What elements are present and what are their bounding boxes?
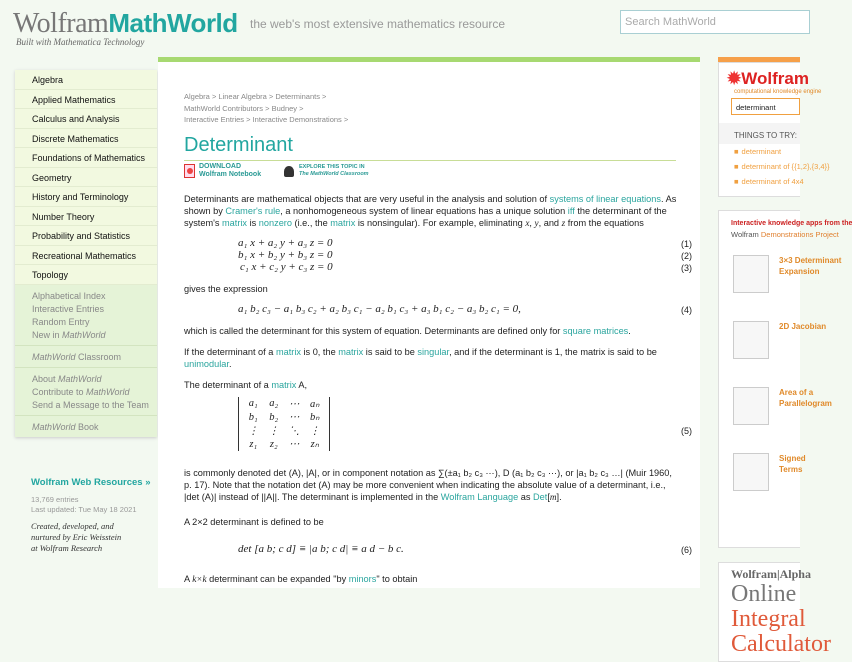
inline-link[interactable]: Det [533,492,548,502]
bullet-icon: ■ [734,147,739,156]
try-item[interactable] [719,174,804,189]
matrix-cell: ⋱ [289,425,300,437]
ad-line: Calculator [731,631,831,657]
text: is said to be [363,347,418,357]
label: Wolfram Notebook [199,171,262,178]
top-accent-bar [158,57,700,62]
paragraph [184,467,678,503]
label-italic: MathWorld [32,351,76,362]
text: " to obtain [376,574,418,584]
label: EXPLORE THIS TOPIC IN [299,164,365,170]
equation-3: c₁ x + c₂ y + c₃ z = 0 [240,261,333,273]
breadcrumb-link[interactable]: Budney [271,103,298,113]
breadcrumb-link[interactable]: Interactive Demonstrations [252,115,342,124]
things-to-try-heading: THINGS TO TRY: [719,123,800,144]
equation-number: (3) [681,263,692,273]
sidebar-item-number-theory[interactable]: Number Theory [15,207,157,227]
text: is nonsingular). For example, eliminating [355,218,526,228]
try-item[interactable] [719,159,830,174]
matrix-cell: b₁ [248,411,258,423]
breadcrumb-link[interactable]: Determinants [275,92,320,101]
matrix-cell: aₙ [310,398,320,410]
text: as [518,492,534,502]
graduation-cap-icon [284,166,294,177]
wolfram-alpha-logo[interactable]: ✹Wolfram [727,69,809,88]
breadcrumb-link[interactable]: Linear Algebra [218,92,267,101]
text: . [628,326,631,336]
entry-count: 13,769 entries [31,495,79,504]
send-message-link[interactable]: Send a Message to the Team [32,399,149,410]
inline-link[interactable]: singular [417,347,450,357]
bullet-icon: ■ [734,162,739,171]
matrix-cell: bₙ [310,412,320,424]
matrix-cell: ⋯ [289,439,300,451]
text: which is called the determinant for this system of equation. Determinants are defined only for [184,326,563,336]
demo-thumbnail[interactable] [733,321,769,359]
tagline: the web's most extensive mathematics resource [250,17,506,31]
mathworld-logo[interactable] [13,8,238,40]
demo-title [779,453,806,491]
text: . [228,359,232,369]
label: DOWNLOAD [199,163,241,170]
matrix-cell: ⋮ [309,425,320,437]
demo-thumbnail[interactable] [733,255,769,293]
paragraph [184,283,678,295]
math-symbol: z [561,218,566,228]
breadcrumb-row: Interactive Entries > Interactive Demonstrations > [184,115,349,124]
random-entry-link[interactable]: Random Entry [32,316,90,327]
site-stats [31,495,137,515]
label-italic: MathWorld [62,329,106,340]
title-divider [184,160,676,161]
label-italic: MathWorld [86,386,130,397]
label: Area of a [779,388,814,397]
demo-title [779,387,832,425]
page-title: Determinant [184,134,293,156]
sidebar-item-probability-and-statistics[interactable]: Probability and Statistics [15,226,157,246]
sidebar-item-geometry[interactable]: Geometry [15,168,157,188]
wolfram-web-resources-link[interactable]: Wolfram Web Resources » [31,477,151,488]
matrix-cell: ⋮ [268,425,279,437]
label: Demonstrations Project [760,230,839,239]
credit [31,521,121,554]
breadcrumb-link[interactable]: Interactive Entries [184,115,245,124]
demonstrations-label[interactable] [731,230,839,239]
matrix-row [243,411,325,425]
label: The MathWorld Classroom [299,171,369,177]
credit-line: at Wolfram Research [31,543,103,553]
paragraph [184,379,678,391]
demo-thumbnail[interactable] [733,387,769,425]
alphabetical-index-link[interactable]: Alphabetical Index [32,290,106,301]
breadcrumb-link[interactable]: Algebra [184,92,210,101]
search-input[interactable]: Search MathWorld [620,10,810,34]
math-symbol: x [525,218,530,228]
label: Terms [779,465,803,474]
sidebar [15,70,157,437]
matrix-determinant [238,397,330,451]
inline-link[interactable]: minors [348,574,377,584]
inline-link[interactable]: nonzero [258,218,292,228]
paragraph [184,193,678,229]
breadcrumb-link[interactable]: MathWorld Contributors [184,103,264,113]
text: , and [538,218,562,228]
text: gives the expression [184,284,268,294]
paragraph [184,325,678,337]
label: 3×3 Determinant [779,256,842,265]
inline-link[interactable]: Cramer's rule [225,206,281,216]
demonstrations-widget [718,210,852,548]
text: . As shown by [184,194,677,216]
inline-link[interactable]: unimodular [184,359,229,369]
label: Wolfram [731,230,761,239]
breadcrumb-row: MathWorld Contributors > Budney > [184,103,304,113]
demo-thumbnail[interactable] [733,453,769,491]
matrix-cell: ⋯ [289,398,300,410]
explore-classroom-button[interactable] [284,164,369,178]
text: is 0, the [300,347,339,357]
breadcrumb [184,91,348,126]
sidebar-item-topology[interactable]: Topology [15,265,157,285]
bullet-icon: ■ [734,177,739,186]
contribute-link[interactable] [15,385,157,398]
classroom-section [15,346,157,368]
sidebar-item-foundations-of-mathematics[interactable]: Foundations of Mathematics [15,148,157,168]
index-links [15,285,157,346]
sidebar-item-recreational-mathematics[interactable]: Recreational Mathematics [15,246,157,266]
equation-6: det [a b; c d] ≡ |a b; c d| ≡ a d − b c. [238,543,404,555]
sidebar-item-applied-mathematics[interactable]: Applied Mathematics [15,90,157,110]
paragraph [184,516,678,528]
sidebar-item-history-and-terminology[interactable]: History and Terminology [15,187,157,207]
label-italic: MathWorld [32,421,76,432]
label: Book [75,421,99,432]
matrix-cell: zₙ [310,439,319,451]
math-symbol: y [534,218,539,228]
equation-number: (1) [681,239,692,249]
ad-line: Online [731,581,797,607]
equation-number: (5) [681,426,692,436]
header [0,0,800,56]
interactive-heading: Interactive knowledge apps from the [731,220,852,227]
text: ]. [556,492,562,502]
text: , a nonhomogeneous system of linear equations has a unique solution [280,206,568,216]
label: New in [32,329,63,340]
equation-number: (2) [681,251,692,261]
text: from the equations [565,218,644,228]
inline-link[interactable]: square matrices [562,326,629,336]
label: 2D Jacobian [779,322,827,331]
book-link[interactable] [15,420,157,433]
inline-link[interactable]: matrix [271,380,297,390]
label: determinant of 4x4 [741,177,804,186]
label: About [32,373,59,384]
text: A [184,574,193,584]
demo-title [779,255,841,293]
demonstration-item[interactable] [733,387,832,425]
equation-number: (6) [681,545,692,555]
text: If the determinant of a [184,347,276,357]
breadcrumb-row: Algebra > Linear Algebra > Determinants > [184,92,327,101]
logo-subtitle: Built with Mathematica Technology [16,37,145,47]
text: determinant can be expanded "by [206,574,349,584]
sidebar-item-discrete-mathematics[interactable]: Discrete Mathematics [15,129,157,149]
category-list [15,70,157,285]
matrix-row [243,424,325,438]
interactive-entries-link[interactable]: Interactive Entries [32,303,105,314]
label: Parallelogram [779,399,832,408]
sidebar-item-algebra[interactable]: Algebra [15,70,157,90]
equation-number: (4) [681,305,692,315]
label: Signed [779,454,806,463]
paragraph [184,346,678,370]
ad-line: Integral [731,606,806,632]
logo-wolfram: Wolfram [13,8,109,39]
try-item[interactable] [719,144,800,159]
matrix-cell: ⋯ [289,412,300,424]
text: , and if the determinant is 1, the matrix is said to be [449,347,657,357]
about-section [15,368,157,416]
inline-link[interactable]: matrix [330,218,356,228]
matrix-cell: a₂ [269,398,279,410]
label: Expansion [779,267,820,276]
inline-link[interactable]: matrix [338,347,364,357]
label-italic: MathWorld [58,373,102,384]
inline-link[interactable]: iff [567,206,575,216]
math-symbol: m [549,492,557,502]
wa-subtitle: computational knowledge engine [734,89,822,95]
label: determinant of {{1,2},{3,4}} [741,162,830,171]
wolfram-alpha-input[interactable]: determinant [731,98,800,115]
ad-title: Wolfram|Alpha [731,567,811,581]
text: the determinant of the system's [184,206,667,228]
label: Classroom [75,351,122,362]
inline-link[interactable]: Wolfram Language [440,492,519,502]
sidebar-item-calculus-and-analysis[interactable]: Calculus and Analysis [15,109,157,129]
demo-title [779,321,826,359]
notebook-icon [184,164,195,178]
about-link[interactable] [15,372,157,385]
demonstration-item[interactable] [733,453,806,491]
equation-1: a₁ x + a₂ y + a₃ z = 0 [238,237,333,249]
equation-4: a₁ b₂ c₃ − a₁ b₃ c₂ + a₂ b₃ c₁ − a₂ b₁ c₃ + a₃ b₁ c₂ − a₃ b₂ c₁ = 0, [238,303,521,315]
text: Determinants are mathematical objects that are very useful in the analysis and solution of [184,194,550,204]
inline-link[interactable]: matrix [275,347,301,357]
logo-text: Wolfram [741,69,809,88]
text: is [247,218,259,228]
label: determinant [741,147,782,156]
matrix-row [243,438,325,452]
new-in-mathworld-link[interactable] [15,328,157,341]
credit-line: nurtured by Eric Weisstein [31,532,122,542]
matrix-cell: ⋮ [248,425,259,437]
equation-2: b₁ x + b₂ y + b₃ z = 0 [238,249,333,261]
wolfram-alpha-ad[interactable] [718,562,831,662]
text: is commonly denoted det (A), |A|, or in component notation as ∑(±a₁ b₂ c₃ ⋯), D (a₁ b₂ c₃ ⋯), or |a₁ b₂ c₃ …| (Muir 1960, p. 17). Note that the notation det (A) may be more convenient when indicating the absolute value of a determinant, i.e., |det (A)| instead of ||A||. The determinant is implemented in the [184,468,672,502]
logo-mathworld: MathWorld [108,8,238,38]
classroom-link[interactable] [15,350,157,363]
matrix-row [243,397,325,411]
text: The determinant of a [184,380,272,390]
paragraph [184,573,678,585]
text: , [529,218,535,228]
matrix-cell: z₁ [249,438,258,450]
text: A 2×2 determinant is defined to be [184,517,324,527]
matrix-cell: z₂ [269,438,278,450]
book-section [15,416,157,437]
inline-link[interactable]: matrix [222,218,248,228]
matrix-cell: a₁ [248,398,258,410]
inline-link[interactable]: systems of linear equations [549,194,661,204]
matrix-cell: b₂ [269,411,279,423]
credit-line: Created, developed, and [31,521,114,531]
text: [ [547,492,550,502]
article [158,57,700,588]
wolfram-alpha-widget [718,62,830,197]
download-notebook-button[interactable] [184,163,261,179]
text: A, [296,380,308,390]
math-symbol: k×k [192,574,207,584]
label: Contribute to [32,386,87,397]
demonstration-item[interactable] [733,321,826,359]
text: (i.e., the [291,218,331,228]
demonstration-item[interactable] [733,255,841,293]
last-updated: Last updated: Tue May 18 2021 [31,505,137,514]
